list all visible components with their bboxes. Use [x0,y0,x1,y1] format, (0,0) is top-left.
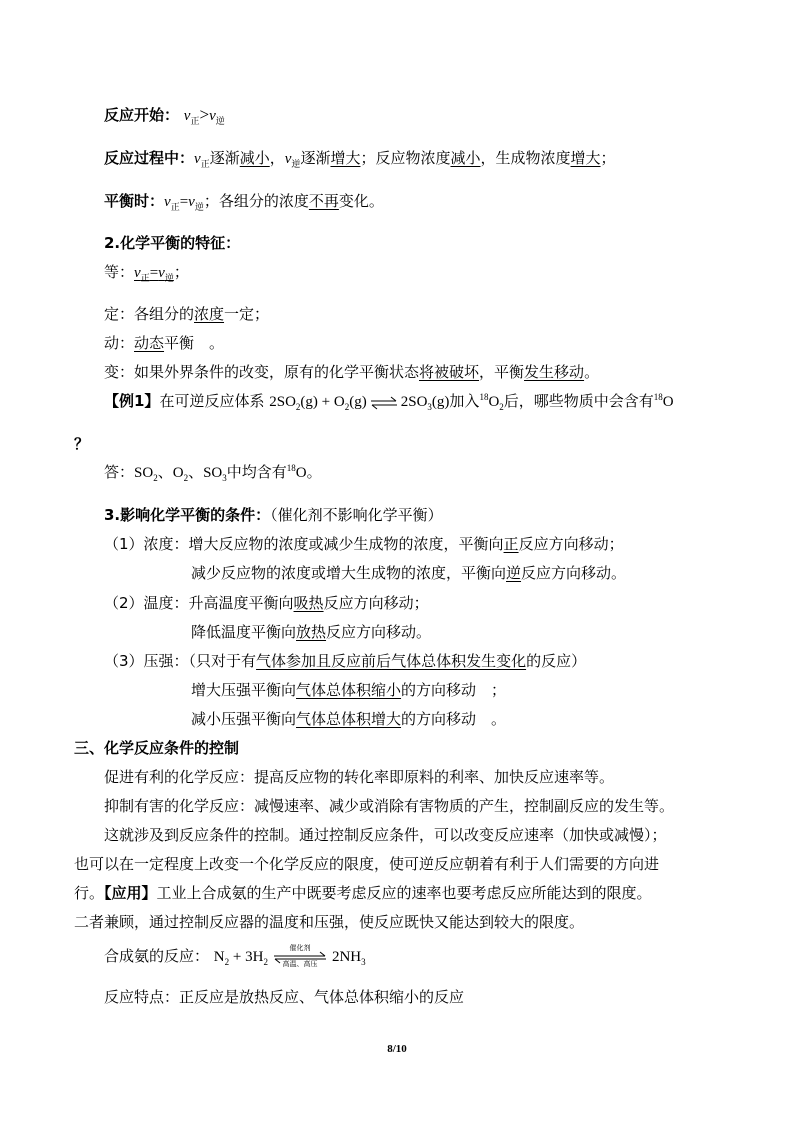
paragraph-control-3 [74,882,652,904]
text: ， [269,149,285,167]
paragraph-promote: 促进有利的化学反应：提高反应物的转化率即原料的利率、加快反应速率等。 [104,768,615,786]
page-number: 8/10 [387,1043,407,1055]
v-forward-formula: $v_正$ [194,151,210,170]
text: 的方向移动 ； [401,681,507,699]
example-label: 【例1】 [104,392,160,410]
v-equal-formula: $v_正=v_逆$ [134,265,174,284]
paragraph-control-1: 这就涉及到反应条件的控制。通过控制反应条件，可以改变反应速率（加快或减慢）； [104,826,667,844]
equilibrium-equation: $2SO_2(g) + O_2(g)$ $2SO_3(g)$ [269,394,450,412]
ammonia-equation: $N_2 + 3H_2$ 催化剂 高温、高压 $2NH_3$ [213,943,366,968]
underlined-text: 气体总体积增大 [296,710,402,728]
concentration-line-1 [104,533,624,555]
greater-than: > [199,105,210,124]
text: 动： [104,334,135,352]
text: ，生成物浓度 [480,149,571,167]
text: 中均含有 [226,463,287,481]
v-reverse-formula: $v_逆$ [188,194,204,213]
concentration-line-2 [191,562,626,584]
v-reverse-formula: $v_逆$ [209,108,225,127]
heading-text: 3.影响化学平衡的条件： [104,506,271,524]
v-forward-formula: $v_正$ [183,108,200,127]
text: 行。 [74,884,105,902]
text: 反应方向移动。 [326,623,432,641]
text: 降低温度平衡向 [191,623,297,641]
text: ； [600,149,616,167]
underlined-text: 放热 [296,623,327,641]
text: （2）温度：升高温度平衡向 [104,594,294,612]
underlined-text: 减小 [239,149,270,167]
v-forward-formula: $v_正$ [164,194,180,213]
equilibrium-label: 平衡时： [104,192,165,210]
text: 减小压强平衡向 [191,710,297,728]
pressure-line-2 [191,679,506,701]
underlined-text: 吸热 [293,594,324,612]
feature-fixed-line [104,303,269,325]
section-heading-conditions [104,504,443,526]
paragraph-suppress: 抑制有害的化学反应：减慢速率、减少或消除有害物质的产生，控制副反应的发生等。 [104,797,675,815]
temperature-line-2 [191,621,431,643]
text: ；各组分的浓度 [203,192,309,210]
text: ；反应物浓度 [360,149,451,167]
application-label: 【应用】 [104,884,157,902]
paragraph-control-4: 二者兼顾，通过控制反应器的温度和压强，使反应既快又能达到较大的限度。 [74,913,585,931]
text: 加入 [449,392,480,410]
underlined-text: 动态 [134,334,165,352]
reaction-feature: 反应特点：正反应是放热反应、气体总体积缩小的反应 [104,988,465,1006]
text: 变化。 [338,192,384,210]
section-heading-control: 三、化学反应条件的控制 [74,739,240,757]
reaction-process-line [104,147,616,170]
text: 的反应） [526,652,587,670]
text: 一定； [224,305,270,323]
text: （1）浓度：增大反应物的浓度或减少生成物的浓度，平衡向 [104,535,504,553]
text: 减少反应物的浓度或增大生成物的浓度，平衡向 [191,564,507,582]
underlined-text: 气体总体积缩小 [296,681,402,699]
section-heading-features: 2.化学平衡的特征： [104,234,241,252]
so2-formula: $SO_2$ [134,465,158,483]
o2-formula: $O_2$ [172,465,189,483]
underlined-text: 将被破坏 [419,363,480,381]
text: 变：如果外界条件的改变，原有的化学平衡状态 [104,363,420,381]
underlined-text: 气体总体积发生变化 [391,652,527,670]
underlined-text: 增大 [330,149,361,167]
underlined-text: 增大 [570,149,601,167]
reaction-process-label: 反应过程中： [104,149,195,167]
underlined-text: 气体参加且反应前后 [256,652,392,670]
feature-change-line [104,361,599,383]
text: 定：各组分的 [104,305,195,323]
text: 逐渐 [209,149,240,167]
text: 的方向移动 。 [401,710,507,728]
equilibrium-line [104,190,384,213]
underlined-text: 发生移动 [524,363,585,381]
underlined-text: 不再 [308,192,339,210]
underlined-text: 正 [503,535,519,553]
text: 逐渐 [300,149,331,167]
text: 后，哪些物质中会含有 [503,392,654,410]
equals-sign: = [179,194,189,210]
text: 反应方向移动。 [521,564,627,582]
reaction-start-label: 反应开始： [104,106,180,124]
feature-equal-line [104,261,189,284]
v-reverse-formula: $v_逆$ [284,151,301,170]
so3-formula: $SO_3$ [203,465,227,483]
temperature-line-1 [104,592,429,614]
reaction-start-line [104,104,225,127]
text: 等： [104,263,135,281]
text: 反应方向移动； [323,594,429,612]
o18-o2-formula: $^{18}O_2$ [479,392,504,412]
text: ，平衡 [479,363,525,381]
text: 。 [306,463,322,481]
pressure-line-3 [191,708,506,730]
o18-formula: $^{18}$O [286,463,307,481]
underlined-text: 浓度 [194,305,225,323]
answer-line [104,461,322,484]
example-line [104,390,674,413]
ammonia-synthesis-line [104,945,366,970]
text: 在可逆反应体系 [159,392,265,410]
text: 、 [157,463,173,481]
text: 平衡 。 [164,334,225,352]
question-mark: ？ [74,435,90,453]
heading-note: （催化剂不影响化学平衡） [270,506,443,524]
text: 反应方向移动； [518,535,624,553]
text: 合成氨的反应： [104,947,210,965]
catalyst-arrow: 催化剂 高温、高压 [272,946,328,970]
text: 工业上合成氨的生产中既要考虑反应的速率也要考虑反应所能达到的限度。 [156,884,652,902]
text: 。 [584,363,600,381]
underlined-text: 减小 [450,149,481,167]
text: ； [173,263,189,281]
text: 、 [188,463,204,481]
o18-formula: $^{18}$O [653,392,674,410]
pressure-line-1 [104,650,586,672]
underlined-text: 逆 [506,564,522,582]
text: 增大压强平衡向 [191,681,297,699]
text: （3）压强：（只对于有 [104,652,257,670]
paragraph-control-2: 也可以在一定程度上改变一个化学反应的限度，使可逆反应朝着有利于人们需要的方向进 [74,855,660,873]
text: 答： [104,463,135,481]
feature-dynamic-line [104,332,224,354]
reversible-arrow-icon [369,396,399,410]
